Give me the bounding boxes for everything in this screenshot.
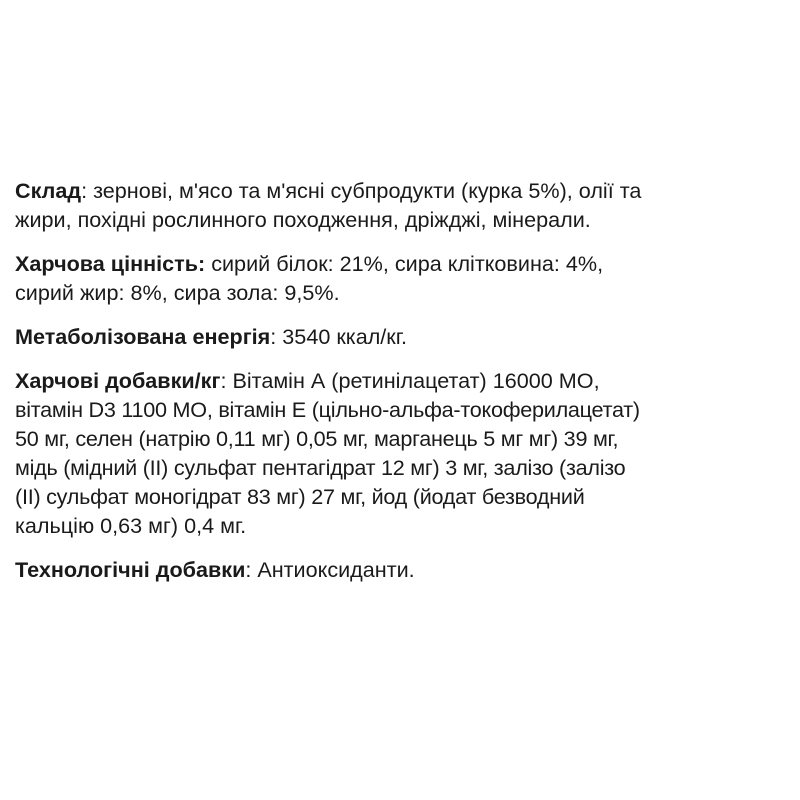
additives-line-3: 50 мг, селен (натрію 0,11 мг) 0,05 мг, марганець 5 мг мг) 39 мг,	[15, 426, 619, 451]
additives-label: Харчові добавки/кг	[15, 368, 221, 393]
composition-line-2: жири, похідні рослинного походження, дріжджі, мінерали.	[15, 207, 591, 232]
nutrition-text-1: сирий білок: 21%, сира клітковина: 4%,	[205, 251, 604, 276]
tech-additives-separator: :	[245, 557, 252, 582]
composition-line-1	[15, 176, 790, 205]
energy-paragraph	[15, 322, 790, 351]
additives-text-1: Вітамін А (ретинілацетат) 16000 МО,	[226, 368, 600, 393]
composition-label: Склад	[15, 178, 82, 203]
energy-label: Метаболізована енергія	[15, 324, 271, 349]
energy-text-1: 3540 ккал/кг.	[276, 324, 407, 349]
tech-additives-label: Технологічні добавки	[15, 557, 246, 582]
energy-separator: :	[270, 324, 277, 349]
composition-paragraph	[15, 176, 790, 234]
tech-additives-paragraph	[15, 555, 790, 584]
tech-additives-text-1: Антиоксиданти.	[251, 557, 415, 582]
additives-line-1	[15, 366, 790, 395]
feed-composition-text	[15, 176, 790, 584]
additives-paragraph	[15, 366, 790, 540]
composition-text-1: зернові, м'ясо та м'ясні субпродукти (курка 5%), олії та	[87, 178, 642, 203]
additives-line-5: (ІІ) сульфат моногідрат 83 мг) 27 мг, йод (йодат безводний	[15, 484, 585, 509]
nutrition-paragraph	[15, 249, 790, 307]
additives-line-2: вітамін D3 1100 МО, вітамін Е (цільно-альфа-токоферилацетат)	[15, 397, 640, 422]
tech-additives-line-1	[15, 555, 790, 584]
additives-line-6: кальцію 0,63 мг) 0,4 мг.	[15, 513, 247, 538]
nutrition-line-2: сирий жир: 8%, сира зола: 9,5%.	[15, 280, 340, 305]
additives-line-4: мідь (мідний (ІІ) сульфат пентагідрат 12 мг) 3 мг, залізо (залізо	[15, 455, 626, 480]
additives-separator: :	[220, 368, 227, 393]
nutrition-line-1	[15, 249, 790, 278]
energy-line-1	[15, 322, 790, 351]
nutrition-label: Харчова цінність:	[15, 251, 206, 276]
composition-separator: :	[81, 178, 88, 203]
